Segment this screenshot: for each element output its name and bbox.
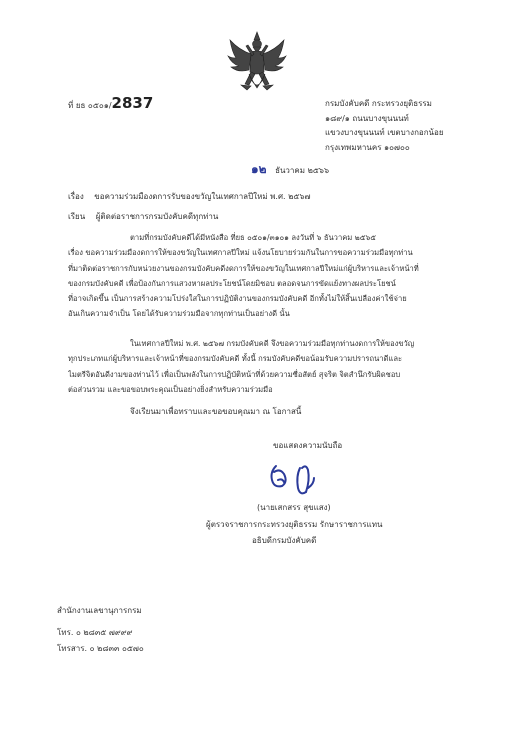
signer-name: (นายเสกสรร สุขแสง)	[257, 503, 331, 512]
letter-date	[251, 164, 329, 176]
date-month-year: ธันวาคม ๒๕๖๖	[275, 166, 330, 175]
paragraph-line: ทุกประเภทแก่ผู้บริหารและเจ้าหน้าที่ของกรมบังคับคดี ทั้งนี้ กรมบังคับคดีขอน้อมรับความปรารถนาดีและ	[68, 354, 403, 364]
reference-number	[68, 94, 154, 112]
body-paragraph-1	[68, 230, 478, 322]
paragraph-line: ที่มาติดต่อราชการกับหน่วยงานของกรมบังคับคดีงดการให้ของขวัญในเทศกาลปีใหม่แก่ผู้บริหารและเจ้าหน้าที่	[68, 263, 419, 273]
subject-text: ขอความร่วมมืองดการรับของขวัญในเทศกาลปีใหม่ พ.ศ. ๒๕๖๗	[94, 192, 311, 201]
paragraph-line: อันเกินความจำเป็น โดยได้รับความร่วมมือจากทุกท่านเป็นอย่างดี นั้น	[68, 309, 290, 319]
footer-fax: โทรสาร. ๐ ๒๘๓๓ ๐๕๗๐	[57, 644, 144, 653]
handwritten-signature	[262, 458, 342, 502]
addressee-line	[68, 211, 218, 222]
body-paragraph-2	[68, 336, 478, 397]
garuda-emblem-icon	[227, 30, 287, 98]
subject-label: เรื่อง	[68, 192, 84, 201]
paragraph-line: ในเทศกาลปีใหม่ พ.ศ. ๒๕๖๗ กรมบังคับคดี จึงขอความร่วมมือทุกท่านงดการให้ของขวัญ	[130, 339, 415, 348]
paragraph-line: ของกรมบังคับคดี เพื่อป้องกันการแสวงหาผลประโยชน์โดยมิชอบ ตลอดจนการขัดแย้งทางผลประโยชน์	[68, 278, 396, 288]
address-line: กรมบังคับคดี กระทรวงยุติธรรม	[325, 99, 432, 108]
reference-number-handwritten: 2837	[111, 94, 154, 112]
footer-office: สำนักงานเลขานุการกรม	[57, 606, 142, 615]
signer-position-line-2: อธิบดีกรมบังคับคดี	[252, 536, 317, 545]
address-line: กรุงเทพมหานคร ๑๐๗๐๐	[325, 142, 410, 152]
paragraph-line: ที่อาจเกิดขึ้น เป็นการสร้างความโปร่งใสในการปฏิบัติงานของกรมบังคับคดี อีกทั้งไม่ให้สิ้นเปลืองค่าใช้จ่าย	[68, 294, 407, 304]
addressee-label: เรียน	[68, 212, 86, 221]
address-line: ๑๘๙/๑ ถนนบางขุนนนท์	[325, 113, 409, 123]
closing-line: จึงเรียนมาเพื่อทราบและขอขอบคุณมา ณ โอกาสนี้	[130, 407, 302, 416]
paragraph-line: ไมตรีจิตอันดีงามของท่านไว้ เพื่อเป็นพลังในการปฏิบัติหน้าที่ด้วยความซื่อสัตย์ สุจริต จิตสำนึกรับผิดชอบ	[68, 369, 401, 379]
date-day-handwritten: ๑๒	[251, 162, 267, 176]
salutation: ขอแสดงความนับถือ	[273, 441, 343, 450]
sender-address	[325, 97, 444, 155]
subject-line	[68, 191, 311, 202]
addressee-text: ผู้ติดต่อราชการกรมบังคับคดีทุกท่าน	[95, 212, 219, 221]
address-line: แขวงบางขุนนนท์ เขตบางกอกน้อย	[325, 128, 444, 137]
paragraph-line: ตามที่กรมบังคับคดีได้มีหนังสือ ที่ยธ ๐๕๐๑/๓๑๐๑ ลงวันที่ ๖ ธันวาคม ๒๕๖๕	[130, 233, 377, 242]
paragraph-line: เรื่อง ขอความร่วมมืองดการให้ของขวัญในเทศกาลปีใหม่ แจ้งนโยบายร่วมกันในการขอความร่วมมือทุกท่าน	[68, 248, 413, 258]
signer-position-line-1: ผู้ตรวจราชการกระทรวงยุติธรรม รักษาราชการแทน	[206, 520, 383, 529]
reference-prefix: ที่ ยธ ๐๕๐๑/	[68, 101, 112, 110]
paragraph-line: ต่อส่วนรวม และขอขอบพระคุณเป็นอย่างยิ่งสำหรับความร่วมมือ	[68, 384, 273, 394]
footer-phone: โทร. ๐ ๒๘๓๕ ๗๙๙๙	[57, 628, 133, 637]
